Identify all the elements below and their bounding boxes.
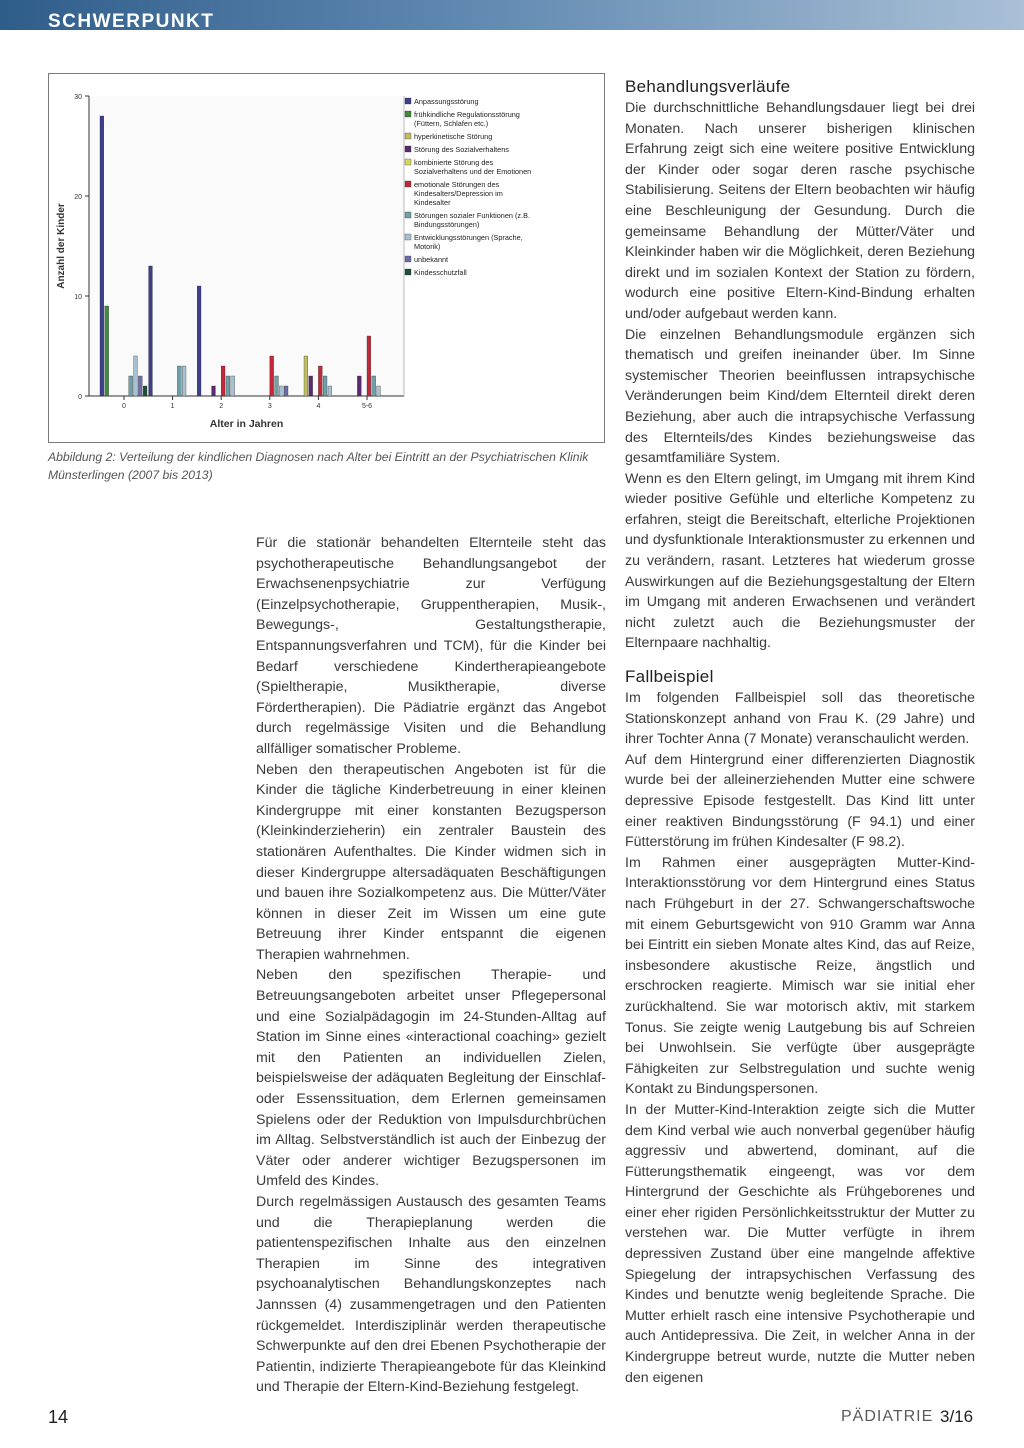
paragraph: Neben den spezifischen Therapie- und Betreuungsangeboten arbeitet unser Pflegepersonal und eine Sozialpädagogin im 24-Stunden-Alltag auf Station im Sinne eines «interactional coaching» gezielt mit den Patienten an individuellen Zielen, beispielsweise der adäquaten Begleitung der Einschlaf- oder Essenssituation, dem Erlernen gemeinsamen Spielens oder der Reduktion von Impulsdurchbrüchen im Alltag. Selbstverständlich ist auch der Einbezug der Väter oder anderer wichtiger Bezugspersonen im Umfeld des Kindes. xyxy=(256,967,606,1190)
paragraph: Wenn es den Eltern gelingt, im Umgang mit ihrem Kind wieder positive Gefühle und elterliche Kompetenz zu erfahren, steigt die Bereitschaft, elterliche Projektionen und dysfunktionale Interaktionsmuster zu erkennen und zu verändern, rasant. Letzteres hat wiederum grosse Auswirkungen auf die Beziehungsgestaltung der Eltern im Umgang mit anderen Erwachsenen und verändert nicht zuletzt auch die Beziehungsmuster der Elternpaare nachhaltig. xyxy=(625,470,975,652)
legend-label: Kindesalters/Depression im xyxy=(414,189,503,198)
x-tick-label: 3 xyxy=(267,403,272,410)
bar xyxy=(270,356,274,396)
legend-label: unbekannt xyxy=(414,255,449,264)
bar xyxy=(318,366,322,396)
body-column-middle xyxy=(256,533,606,1398)
x-tick-label: 0 xyxy=(122,403,126,410)
legend-label: Sozialverhaltens und der Emotionen xyxy=(414,167,532,176)
y-tick-label: 20 xyxy=(74,194,82,201)
bar xyxy=(197,286,201,396)
bar xyxy=(275,376,279,396)
legend-label: (Füttern, Schlafen etc.) xyxy=(414,119,489,128)
legend-label: hyperkinetische Störung xyxy=(414,132,493,141)
legend-swatch xyxy=(405,159,411,165)
section-title: SCHWERPUNKT xyxy=(48,11,215,32)
legend-label: Kindesschutzfall xyxy=(414,268,467,277)
figure-caption: Abbildung 2: Verteilung der kindlichen Diagnosen nach Alter bei Eintritt an der Psychiatrischen Klinik Münsterlingen (2007 bis 2013) xyxy=(48,450,589,482)
legend-swatch xyxy=(405,269,411,275)
paragraph: Im Rahmen einer ausgeprägten Mutter-Kind-Interaktionsstörung vor dem Hintergrund eines Status nach Frühgeburt in der 27. Schwangerschaftswoche mit einem Geburtsgewicht von 910 Gramm war Anna bei Eintritt ein sieben Monate altes Kind, das auf Reize, insbesondere akustische Reize, ängstlich und erschrocken reagierte. Mimisch war sie initial eher zurückhaltend. Sie war motorisch aktiv, mit starkem Tonus. Sie zeigte wenig Lautgebung bis auf Schreien bei Unwohlsein. Sie verfügte über ausgeprägte Fähigkeiten zur Selbstregulation und suchte wenig Kontakt zu Bindungspersonen. xyxy=(625,854,975,1098)
legend-label: Störung des Sozialverhaltens xyxy=(414,145,509,154)
body-column-right xyxy=(625,76,975,1388)
bar xyxy=(357,376,361,396)
bar xyxy=(149,266,153,396)
section-heading: Behandlungsverläufe xyxy=(625,77,791,96)
legend-label: emotionale Störungen des xyxy=(414,180,500,189)
magazine-name: PÄDIATRIE xyxy=(841,1408,934,1425)
legend-label: Störungen sozialer Funktionen (z.B. xyxy=(414,211,531,220)
bar xyxy=(372,376,376,396)
legend-swatch xyxy=(405,133,411,139)
x-tick-label: 4 xyxy=(316,403,321,410)
legend-label: Entwicklungsstörungen (Sprache, xyxy=(414,233,523,242)
paragraph: Die einzelnen Behandlungsmodule ergänzen sich thematisch und greifen ineinander über. Im Sinne systemischer Theorien beeinflussen intrapsychische Veränderungen beim Kind/dem Elternteil direkt deren Beziehung, aber auch die intrapsychische Verfassung des Elternteils/des Kindes beziehungsweise das gesamtfamiliäre System. xyxy=(625,326,975,467)
paragraph: In der Mutter-Kind-Interaktion zeigte sich die Mutter dem Kind verbal wie auch nonverbal gegenüber häufig aggressiv und abwertend, dominant, auf die Fütterungsthematik eingeengt, was vor dem Hintergrund der Geschichte als Frühgeborenes und einer eher rigiden Persönlichkeitsstruktur der Mutter zu verstehen war. Die Mutter verfügte in ihrem depressiven Zustand über eine mangelnde affektive Spiegelung der intrapsychischen Verfassung des Kindes und benutzte wenig begleitende Sprache. Die Mutter erhielt rasch eine intensive Psychotherapie und auch Antidepressiva. Die Zeit, in welcher Anna in der Kindergruppe betreut wurde, nutzte die Mutter neben den eigenen xyxy=(625,1101,975,1386)
bar xyxy=(323,376,327,396)
bar xyxy=(143,386,147,396)
paragraph: Auf dem Hintergrund einer differenzierten Diagnostik wurde bei der alleinerziehenden Mutter eine schwere depressive Episode festgestellt. Das Kind litt unter einer reaktiven Bindungsstörung (F 94.1) und einer Fütterstörung im frühen Kindesalter (F 98.2). xyxy=(625,751,975,851)
section-heading: Fallbeispiel xyxy=(625,667,714,687)
bar-chart xyxy=(49,74,604,442)
bar xyxy=(284,386,288,396)
bar xyxy=(212,386,216,396)
bar xyxy=(100,116,104,396)
plot-area xyxy=(89,96,404,396)
bar xyxy=(226,376,230,396)
legend-label: Bindungsstörungen) xyxy=(414,220,480,229)
y-tick-label: 0 xyxy=(78,394,82,401)
figure-chart xyxy=(48,73,605,443)
legend-label: Motorik) xyxy=(414,242,441,251)
legend-swatch xyxy=(405,98,411,104)
legend-swatch xyxy=(405,234,411,240)
bar xyxy=(231,376,235,396)
legend-swatch xyxy=(405,181,411,187)
x-axis-label: Alter in Jahren xyxy=(209,418,284,430)
paragraph: Die durchschnittliche Behandlungsdauer liegt bei drei Monaten. Nach unserer bisherigen klinischen Erfahrung zeigt sich eine weitere positive Entwicklung der Kinder oder sogar deren rasche psychische Stabilisierung. Seitens der Eltern beobachten wir häufig eine Beschleunigung der Gesundung. Durch die gemeinsame Behandlung der Mütter/Väter und Kleinkinder haben wir die Möglichkeit, deren Beziehung direkt und im sozialen Kontext der Station zu fördern, wodurch eine positive Eltern-Kind-Bindung erhalten und/oder aufgebaut werden kann. xyxy=(625,100,975,322)
legend-swatch xyxy=(405,146,411,152)
legend-label: Kindesalter xyxy=(414,198,451,207)
paragraph: Für die stationär behandelten Elternteile steht das psychotherapeutische Behandlungsangebot der Erwachsenenpsychiatrie zur Verfügung (Einzelpsychotherapie, Gruppentherapien, Musik-, Bewegungs-, Gestaltungstherapie, Entspannungsverfahren und TCM), für die Kinder bei Bedarf verschiedene Kindertherapieangebote (Spieltherapie, Musiktherapie, diverse Fördertherapien). Die Pädiatrie ergänzt das Angebot durch regelmässige Visiten und die Behandlung allfälliger somatischer Probleme. xyxy=(256,535,606,757)
bar xyxy=(182,366,186,396)
bar xyxy=(138,376,142,396)
paragraph: Durch regelmässigen Austausch des gesamten Teams und die Therapieplanung werden die patientenspezifischen Inhalte aus den einzelnen Therapien im Sinne des integrativen psychoanalytischen Behandlungskonzeptes nach Jannssen (4) zusammengetragen und den Patienten rückgemeldet. Interdisziplinär werden therapeutische Schwerpunkte auf den drei Ebenen Psychotherapie der Patientin, indizierte Therapieangebote für das Kleinkind und Therapie der Eltern-Kind-Beziehung festgelegt. xyxy=(256,1194,606,1396)
legend-swatch xyxy=(405,212,411,218)
bar xyxy=(177,366,181,396)
bar xyxy=(279,386,283,396)
paragraph: Neben den therapeutischen Angeboten ist für die Kinder die tägliche Kinderbetreuung in einer kleinen Kindergruppe mit einer konstanten Bezugsperson (Kleinkinderzieherin) ein zentraler Baustein des stationären Aufenthaltes. Die Kinder widmen sich in dieser Kindergruppe altersadäquaten Beschäftigungen und bauen ihre Sozialkompetenz aus. Die Mütter/Väter können in dieser Zeit im Wissen um eine gute Betreuung ihrer Kinder entspannt die eigenen Therapien wahrnehmen. xyxy=(256,761,606,963)
legend-label: Anpassungsstörung xyxy=(414,97,479,106)
bar xyxy=(129,376,133,396)
x-tick-label: 1 xyxy=(170,403,175,410)
bar xyxy=(304,356,308,396)
page-number: 14 xyxy=(48,1407,69,1427)
bar xyxy=(134,356,138,396)
bar xyxy=(367,336,371,396)
bar xyxy=(221,366,225,396)
legend-swatch xyxy=(405,111,411,117)
paragraph: Im folgenden Fallbeispiel soll das theoretische Stationskonzept anhand von Frau K. (29 Jahre) und ihrer Tochter Anna (7 Monate) veranschaulicht werden. xyxy=(625,690,975,748)
y-tick-label: 30 xyxy=(74,94,82,101)
x-tick-label: 2 xyxy=(219,403,224,410)
bar xyxy=(105,306,109,396)
bar xyxy=(328,386,332,396)
bar xyxy=(309,376,313,396)
issue-number: 3/16 xyxy=(940,1407,974,1426)
legend-label: frühkindliche Regulationsstörung xyxy=(414,110,520,119)
bar xyxy=(377,386,381,396)
y-tick-label: 10 xyxy=(74,294,82,301)
legend-label: kombinierte Störung des xyxy=(414,158,494,167)
x-tick-label: 5-6 xyxy=(361,403,373,410)
legend-swatch xyxy=(405,256,411,262)
y-axis-label: Anzahl der Kinder xyxy=(56,203,67,289)
